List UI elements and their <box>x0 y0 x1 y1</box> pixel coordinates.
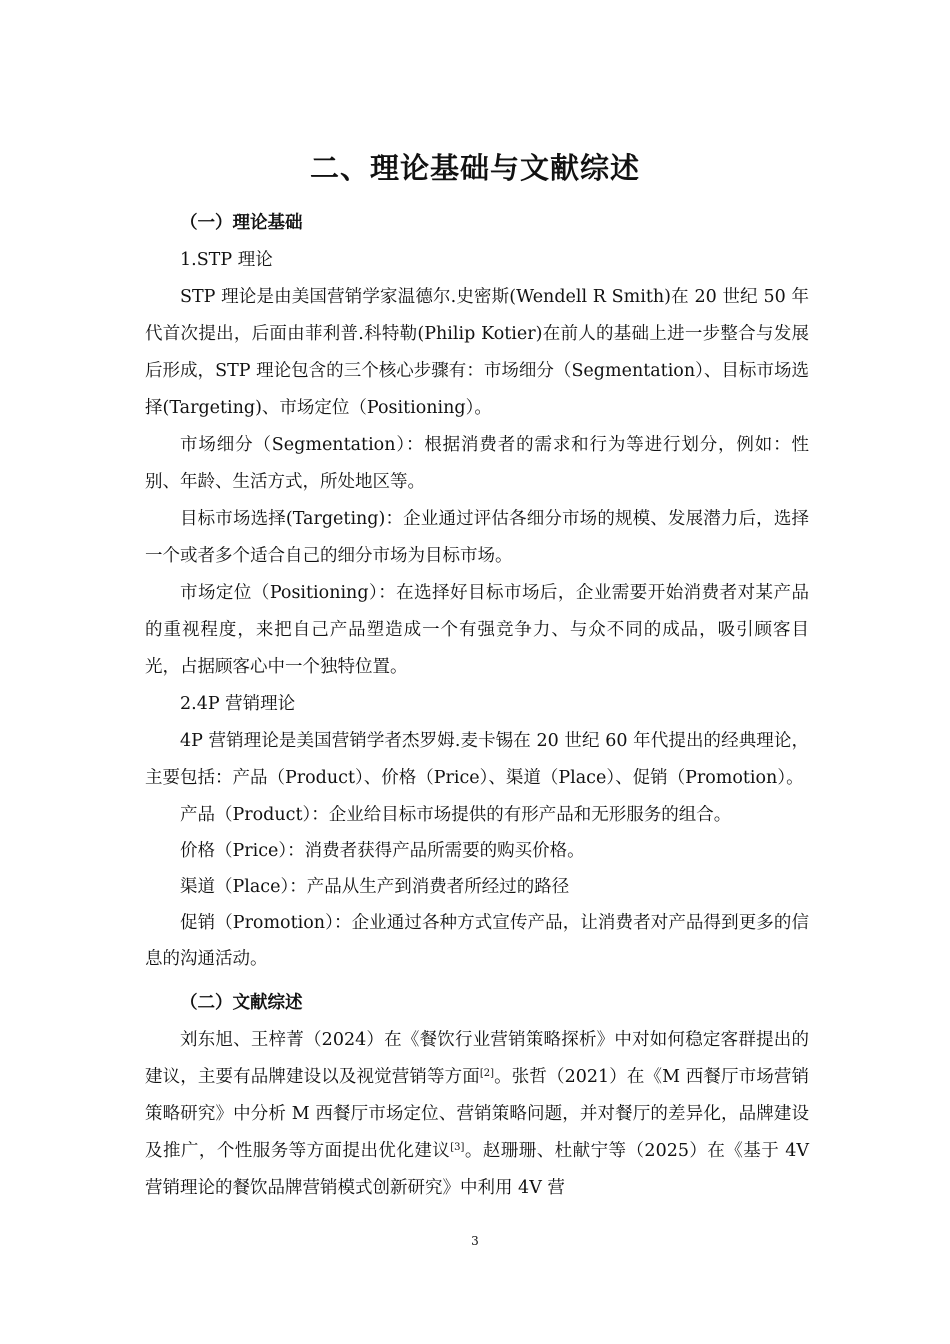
literature-text: 。赵珊珊、杜献宁等（2025）在《基于 4V 营销理论的餐饮品牌营销模式创新研究》中利用 4V 营 <box>145 1141 809 1198</box>
paragraph: 渠道（Place）：产品从生产到消费者所经过的路径 <box>180 877 570 897</box>
body-text <box>145 205 809 1207</box>
paragraph: 市场细分（Segmentation）：根据消费者的需求和行为等进行划分，例如：性别、年龄、生活方式，所处地区等。 <box>145 435 809 492</box>
literature-text: 。张哲（2021）在《M 西餐厅市场营销策略研究》中分析 M 西餐厅市场定位、营销策略问题，并对餐厅的差异化，品牌建设及推广，个性服务等方面提出优化建议 <box>145 1067 809 1161</box>
citation-ref: [3] <box>450 1142 465 1153</box>
section-heading-literature: （二）文献综述 <box>180 993 303 1013</box>
paragraph: STP 理论是由美国营销学家温德尔.史密斯(Wendell R Smith)在 20 世纪 50 年代首次提出，后面由菲利普.科特勒(Philip Kotier)在前人的基础上进一步整合与发展后形成，STP 理论包含的三个核心步骤有：市场细分（Segmentation）、目标市场选择(Targeting)、市场定位（Positioning）。 <box>145 287 809 418</box>
paragraph: 目标市场选择(Targeting)：企业通过评估各细分市场的规模、发展潜力后，选择一个或者多个适合自己的细分市场为目标市场。 <box>145 509 809 566</box>
paragraph: 价格（Price）：消费者获得产品所需要的购买价格。 <box>180 841 585 861</box>
literature-text: 刘东旭、王梓菁（2024）在《餐饮行业营销策略探析》中对如何稳定客群提出的建议，主要有品牌建设以及视觉营销等方面 <box>145 1030 809 1087</box>
section-heading-theory: （一）理论基础 <box>180 213 303 233</box>
paragraph: 产品（Product）：企业给目标市场提供的有形产品和无形服务的组合。 <box>180 805 732 825</box>
paragraph: 4P 营销理论是美国营销学者杰罗姆.麦卡锡在 20 世纪 60 年代提出的经典理论，主要包括：产品（Product）、价格（Price）、渠道（Place）、促销（Promotion）。 <box>145 731 809 788</box>
page-number: 3 <box>471 1234 479 1248</box>
chapter-title: 二、理论基础与文献综述 <box>309 151 640 185</box>
section-spacer <box>145 977 809 985</box>
subsection-heading-stp: 1.STP 理论 <box>180 250 273 270</box>
citation-ref: [2] <box>479 1068 495 1079</box>
paragraph: 促销（Promotion）：企业通过各种方式宣传产品，让消费者对产品得到更多的信息的沟通活动。 <box>145 913 809 969</box>
subsection-heading-4p: 2.4P 营销理论 <box>180 694 296 714</box>
paragraph: 市场定位（Positioning）：在选择好目标市场后，企业需要开始消费者对某产品的重视程度，来把自己产品塑造成一个有强竞争力、与众不同的成品，吸引顾客目光，占据顾客心中一个独特位置。 <box>145 583 809 677</box>
paragraph-literature <box>145 1022 809 1207</box>
